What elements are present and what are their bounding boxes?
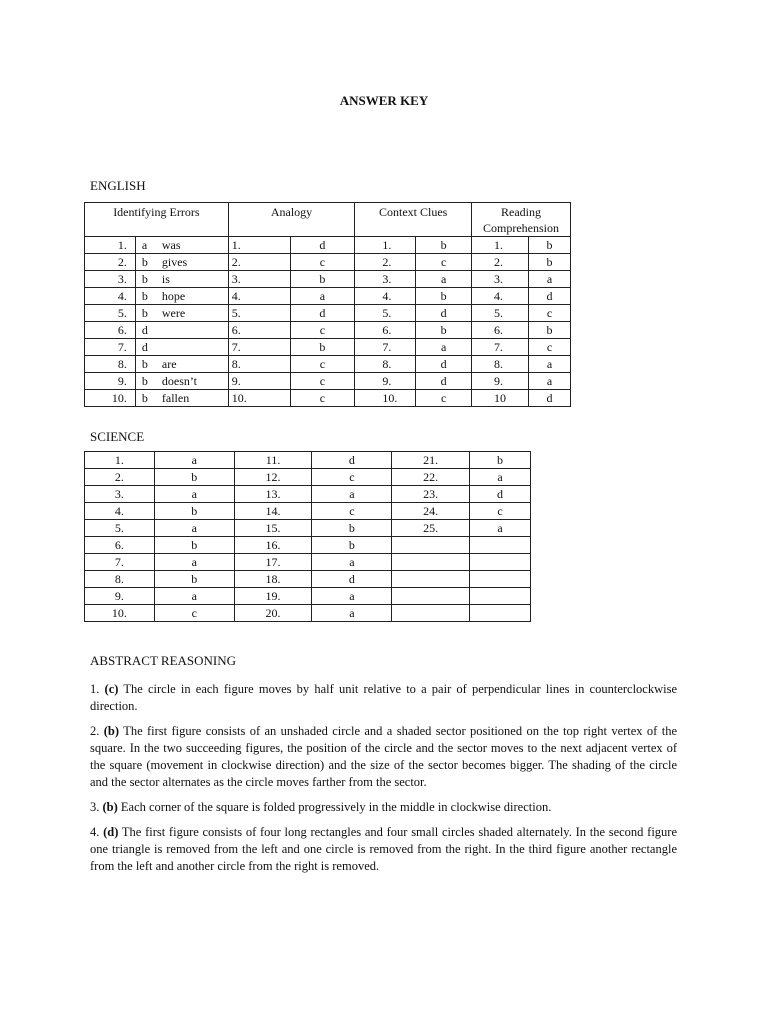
science-answer: d bbox=[312, 452, 392, 469]
context-clues-number: 8. bbox=[355, 356, 416, 373]
reading-comprehension-answer: c bbox=[529, 305, 571, 322]
analogy-answer: d bbox=[290, 237, 355, 254]
item-number: 1. bbox=[90, 682, 100, 696]
science-answer bbox=[470, 571, 531, 588]
identifying-errors-number: 3. bbox=[85, 271, 136, 288]
science-number: 8. bbox=[85, 571, 155, 588]
identifying-errors-letter: b bbox=[141, 289, 148, 303]
analogy-answer: c bbox=[290, 322, 355, 339]
science-table-row bbox=[85, 537, 531, 554]
context-clues-number: 10. bbox=[355, 390, 416, 407]
science-number: 25. bbox=[392, 520, 470, 537]
reading-comprehension-answer: b bbox=[529, 322, 571, 339]
science-table-row bbox=[85, 503, 531, 520]
reading-comprehension-answer: a bbox=[529, 271, 571, 288]
reading-comprehension-answer: a bbox=[529, 356, 571, 373]
analogy-number: 8. bbox=[228, 356, 290, 373]
english-table-row bbox=[85, 322, 571, 339]
context-clues-number: 7. bbox=[355, 339, 416, 356]
analogy-answer: c bbox=[290, 390, 355, 407]
science-number: 13. bbox=[234, 486, 312, 503]
science-answer: b bbox=[470, 452, 531, 469]
science-number: 14. bbox=[234, 503, 312, 520]
item-explanation: The first figure consists of an unshaded circle and a shaded sector positioned on the top right vertex of the square. In the two succeeding figures, the position of the circle and the sector moves to the next adjacent vertex of the square (movement in clockwise direction) and the size of the sector becomes bigger. The shading of the circle and the sector alternates as the circle moves farther from the sector. bbox=[90, 724, 677, 789]
science-number: 12. bbox=[234, 469, 312, 486]
science-answer: d bbox=[470, 486, 531, 503]
header-identifying-errors: Identifying Errors bbox=[85, 203, 229, 237]
context-clues-answer: c bbox=[416, 254, 472, 271]
science-number: 5. bbox=[85, 520, 155, 537]
header-reading-line1: Reading bbox=[501, 205, 542, 219]
science-number: 7. bbox=[85, 554, 155, 571]
science-table-row bbox=[85, 571, 531, 588]
science-answer: a bbox=[470, 469, 531, 486]
header-reading-comprehension bbox=[472, 203, 571, 237]
science-answer: c bbox=[154, 605, 234, 622]
identifying-errors-answer bbox=[135, 288, 228, 305]
analogy-answer: d bbox=[290, 305, 355, 322]
english-table-row bbox=[85, 288, 571, 305]
identifying-errors-answer bbox=[135, 322, 228, 339]
english-table-row bbox=[85, 390, 571, 407]
science-number: 22. bbox=[392, 469, 470, 486]
identifying-errors-word: are bbox=[161, 357, 177, 371]
context-clues-number: 5. bbox=[355, 305, 416, 322]
reading-comprehension-number: 1. bbox=[472, 237, 529, 254]
science-number: 15. bbox=[234, 520, 312, 537]
context-clues-number: 3. bbox=[355, 271, 416, 288]
identifying-errors-word: fallen bbox=[161, 391, 190, 405]
identifying-errors-word: were bbox=[161, 306, 186, 320]
item-answer: (b) bbox=[103, 724, 120, 738]
science-answer-table bbox=[84, 451, 531, 622]
english-table-row bbox=[85, 339, 571, 356]
analogy-number: 5. bbox=[228, 305, 290, 322]
abstract-item bbox=[90, 723, 677, 791]
abstract-reasoning-heading: ABSTRACT REASONING bbox=[90, 653, 237, 668]
header-analogy: Analogy bbox=[228, 203, 355, 237]
science-number bbox=[392, 588, 470, 605]
science-number: 17. bbox=[234, 554, 312, 571]
context-clues-answer: b bbox=[416, 237, 472, 254]
context-clues-answer: b bbox=[416, 288, 472, 305]
science-answer: d bbox=[312, 571, 392, 588]
science-answer: c bbox=[312, 469, 392, 486]
reading-comprehension-answer: d bbox=[529, 288, 571, 305]
analogy-answer: b bbox=[290, 271, 355, 288]
science-answer bbox=[470, 588, 531, 605]
analogy-answer: c bbox=[290, 254, 355, 271]
science-answer: a bbox=[470, 520, 531, 537]
analogy-number: 7. bbox=[228, 339, 290, 356]
english-answer-table bbox=[84, 202, 571, 407]
science-answer bbox=[470, 605, 531, 622]
item-number: 3. bbox=[90, 800, 100, 814]
abstract-item bbox=[90, 799, 677, 816]
science-table-row bbox=[85, 605, 531, 622]
science-table-row bbox=[85, 452, 531, 469]
science-number: 1. bbox=[85, 452, 155, 469]
science-number: 3. bbox=[85, 486, 155, 503]
analogy-answer: c bbox=[290, 356, 355, 373]
science-answer: b bbox=[154, 571, 234, 588]
science-number: 19. bbox=[234, 588, 312, 605]
analogy-answer: a bbox=[290, 288, 355, 305]
science-answer bbox=[470, 537, 531, 554]
context-clues-answer: d bbox=[416, 356, 472, 373]
header-reading-line2: Comprehension bbox=[483, 221, 560, 235]
science-number bbox=[392, 537, 470, 554]
science-table-row bbox=[85, 520, 531, 537]
reading-comprehension-number: 5. bbox=[472, 305, 529, 322]
science-number: 21. bbox=[392, 452, 470, 469]
science-number: 23. bbox=[392, 486, 470, 503]
science-answer: c bbox=[470, 503, 531, 520]
analogy-answer: b bbox=[290, 339, 355, 356]
english-table-row bbox=[85, 305, 571, 322]
science-number: 16. bbox=[234, 537, 312, 554]
identifying-errors-word: doesn’t bbox=[161, 374, 197, 388]
science-answer: a bbox=[154, 554, 234, 571]
science-answer: b bbox=[154, 503, 234, 520]
identifying-errors-letter: d bbox=[141, 340, 148, 354]
identifying-errors-word: was bbox=[161, 238, 181, 252]
english-heading: ENGLISH bbox=[90, 178, 146, 193]
reading-comprehension-number: 7. bbox=[472, 339, 529, 356]
item-answer: (d) bbox=[103, 825, 119, 839]
science-number bbox=[392, 554, 470, 571]
analogy-number: 2. bbox=[228, 254, 290, 271]
english-table-row bbox=[85, 271, 571, 288]
reading-comprehension-number: 8. bbox=[472, 356, 529, 373]
header-context-clues: Context Clues bbox=[355, 203, 472, 237]
item-number: 2. bbox=[90, 724, 100, 738]
science-heading: SCIENCE bbox=[90, 429, 145, 444]
english-table-row bbox=[85, 237, 571, 254]
science-answer: b bbox=[154, 537, 234, 554]
science-table-row bbox=[85, 469, 531, 486]
identifying-errors-number: 8. bbox=[85, 356, 136, 373]
reading-comprehension-answer: b bbox=[529, 254, 571, 271]
reading-comprehension-answer: a bbox=[529, 373, 571, 390]
science-number: 6. bbox=[85, 537, 155, 554]
item-answer: (c) bbox=[104, 682, 119, 696]
identifying-errors-letter: d bbox=[141, 323, 148, 337]
context-clues-answer: d bbox=[416, 373, 472, 390]
science-answer: b bbox=[312, 537, 392, 554]
context-clues-answer: c bbox=[416, 390, 472, 407]
identifying-errors-answer bbox=[135, 237, 228, 254]
page-title: ANSWER KEY bbox=[339, 93, 429, 108]
identifying-errors-letter: b bbox=[141, 306, 148, 320]
science-answer: a bbox=[154, 588, 234, 605]
science-number: 9. bbox=[85, 588, 155, 605]
identifying-errors-letter: b bbox=[141, 391, 148, 405]
science-number: 11. bbox=[234, 452, 312, 469]
identifying-errors-answer bbox=[135, 390, 228, 407]
reading-comprehension-answer: d bbox=[529, 390, 571, 407]
reading-comprehension-number: 9. bbox=[472, 373, 529, 390]
reading-comprehension-answer: c bbox=[529, 339, 571, 356]
reading-comprehension-number: 4. bbox=[472, 288, 529, 305]
english-table-row bbox=[85, 254, 571, 271]
science-answer: a bbox=[312, 605, 392, 622]
analogy-number: 10. bbox=[228, 390, 290, 407]
identifying-errors-number: 6. bbox=[85, 322, 136, 339]
item-answer: (b) bbox=[102, 800, 118, 814]
identifying-errors-number: 4. bbox=[85, 288, 136, 305]
science-number: 2. bbox=[85, 469, 155, 486]
context-clues-number: 4. bbox=[355, 288, 416, 305]
science-number: 18. bbox=[234, 571, 312, 588]
identifying-errors-number: 9. bbox=[85, 373, 136, 390]
analogy-number: 3. bbox=[228, 271, 290, 288]
analogy-number: 1. bbox=[228, 237, 290, 254]
identifying-errors-answer bbox=[135, 271, 228, 288]
analogy-answer: c bbox=[290, 373, 355, 390]
context-clues-number: 1. bbox=[355, 237, 416, 254]
science-table-row bbox=[85, 588, 531, 605]
english-table-row bbox=[85, 356, 571, 373]
analogy-number: 9. bbox=[228, 373, 290, 390]
identifying-errors-answer bbox=[135, 305, 228, 322]
english-table-row bbox=[85, 373, 571, 390]
identifying-errors-word: is bbox=[161, 272, 170, 286]
science-number bbox=[392, 571, 470, 588]
identifying-errors-answer bbox=[135, 254, 228, 271]
science-answer: a bbox=[312, 554, 392, 571]
context-clues-answer: a bbox=[416, 339, 472, 356]
science-answer: b bbox=[312, 520, 392, 537]
identifying-errors-answer bbox=[135, 373, 228, 390]
science-number: 24. bbox=[392, 503, 470, 520]
identifying-errors-answer bbox=[135, 339, 228, 356]
analogy-number: 6. bbox=[228, 322, 290, 339]
science-number: 4. bbox=[85, 503, 155, 520]
item-explanation: The first figure consists of four long rectangles and four small circles shaded alternately. In the second figure one triangle is removed from the left and one circle is removed from the right. In the third figure another rectangle from the left and another circle from the right is removed. bbox=[90, 825, 678, 873]
abstract-item bbox=[90, 824, 677, 875]
science-table-row bbox=[85, 486, 531, 503]
context-clues-answer: d bbox=[416, 305, 472, 322]
item-number: 4. bbox=[90, 825, 100, 839]
identifying-errors-word: hope bbox=[161, 289, 186, 303]
analogy-number: 4. bbox=[228, 288, 290, 305]
science-answer: a bbox=[154, 486, 234, 503]
identifying-errors-letter: b bbox=[141, 357, 148, 371]
science-answer bbox=[470, 554, 531, 571]
context-clues-answer: a bbox=[416, 271, 472, 288]
science-table-row bbox=[85, 554, 531, 571]
identifying-errors-letter: b bbox=[141, 272, 148, 286]
science-answer: a bbox=[154, 452, 234, 469]
context-clues-number: 6. bbox=[355, 322, 416, 339]
abstract-reasoning-answers bbox=[90, 681, 677, 883]
item-explanation: The circle in each figure moves by half unit relative to a pair of perpendicular lines in counterclockwise direction. bbox=[90, 682, 678, 713]
science-number: 20. bbox=[234, 605, 312, 622]
context-clues-answer: b bbox=[416, 322, 472, 339]
identifying-errors-number: 5. bbox=[85, 305, 136, 322]
reading-comprehension-number: 10 bbox=[472, 390, 529, 407]
science-number: 10. bbox=[85, 605, 155, 622]
abstract-item bbox=[90, 681, 677, 715]
science-answer: a bbox=[154, 520, 234, 537]
reading-comprehension-answer: b bbox=[529, 237, 571, 254]
science-answer: c bbox=[312, 503, 392, 520]
reading-comprehension-number: 2. bbox=[472, 254, 529, 271]
reading-comprehension-number: 6. bbox=[472, 322, 529, 339]
science-answer: b bbox=[154, 469, 234, 486]
science-number bbox=[392, 605, 470, 622]
identifying-errors-answer bbox=[135, 356, 228, 373]
reading-comprehension-number: 3. bbox=[472, 271, 529, 288]
identifying-errors-word: gives bbox=[161, 255, 188, 269]
context-clues-number: 9. bbox=[355, 373, 416, 390]
science-answer: a bbox=[312, 588, 392, 605]
identifying-errors-letter: b bbox=[141, 374, 148, 388]
identifying-errors-letter: b bbox=[141, 255, 148, 269]
identifying-errors-number: 2. bbox=[85, 254, 136, 271]
item-explanation: Each corner of the square is folded progressively in the middle in clockwise direction. bbox=[120, 800, 552, 814]
identifying-errors-letter: a bbox=[141, 238, 148, 252]
identifying-errors-number: 1. bbox=[85, 237, 136, 254]
context-clues-number: 2. bbox=[355, 254, 416, 271]
identifying-errors-number: 7. bbox=[85, 339, 136, 356]
identifying-errors-number: 10. bbox=[85, 390, 136, 407]
science-answer: a bbox=[312, 486, 392, 503]
